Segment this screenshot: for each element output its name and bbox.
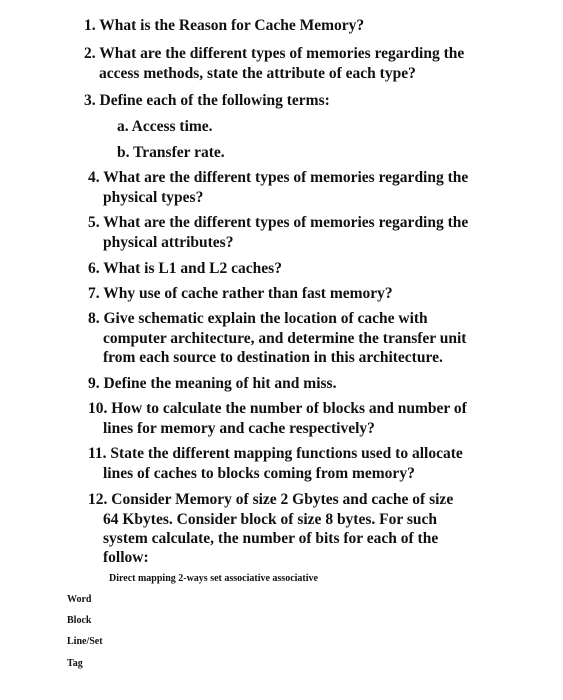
table-row-label: Tag: [67, 658, 83, 669]
question-5: [88, 213, 468, 232]
question-3a: [117, 117, 213, 136]
question-10-cont: [103, 419, 375, 438]
question-number: 3.: [84, 92, 96, 109]
question-text: What are the different types of memories regarding the: [103, 214, 469, 231]
question-number: 1.: [84, 17, 96, 34]
question-8-cont: [103, 329, 466, 348]
question-number: 10.: [88, 400, 108, 417]
question-number: 8.: [88, 310, 100, 327]
table-row-label: Line/Set: [67, 636, 103, 647]
question-text: lines for memory and cache respectively?: [103, 420, 375, 437]
question-text: What is the Reason for Cache Memory?: [99, 17, 365, 34]
question-number: 4.: [88, 169, 100, 186]
question-text: physical types?: [103, 189, 204, 206]
question-number: a.: [117, 118, 129, 135]
question-6: [88, 259, 282, 278]
question-text: State the different mapping functions used to allocate: [110, 445, 463, 462]
question-text: from each source to destination in this architecture.: [103, 349, 443, 366]
question-11-cont: [103, 464, 415, 483]
question-12: [88, 490, 453, 509]
question-12-cont: [103, 529, 438, 548]
question-number: 7.: [88, 285, 100, 302]
question-text: What are the different types of memories regarding the: [103, 169, 469, 186]
question-text: Define each of the following terms:: [99, 92, 330, 109]
question-8: [88, 309, 428, 328]
question-1: [84, 16, 364, 35]
question-number: 2.: [84, 45, 96, 62]
question-3b: [117, 143, 225, 162]
table-row-label: Word: [67, 594, 92, 605]
question-text: lines of caches to blocks coming from memory?: [103, 465, 415, 482]
question-text: computer architecture, and determine the transfer unit: [103, 330, 467, 347]
question-text: Why use of cache rather than fast memory?: [103, 285, 393, 302]
question-12-cont: [103, 510, 437, 529]
table-row-label: Block: [67, 615, 92, 626]
question-11: [88, 444, 463, 463]
question-7: [88, 284, 393, 303]
question-text: system calculate, the number of bits for each of the: [103, 530, 439, 547]
question-number: 9.: [88, 375, 100, 392]
question-8-cont: [103, 348, 443, 367]
question-text: Consider Memory of size 2 Gbytes and cache of size: [111, 491, 454, 508]
question-number: 12.: [88, 491, 108, 508]
question-text: How to calculate the number of blocks and number of: [111, 400, 467, 417]
question-number: 5.: [88, 214, 100, 231]
question-text: physical attributes?: [103, 234, 234, 251]
table-header: Direct mapping 2-ways set associative associative: [109, 573, 318, 584]
question-text: follow:: [103, 549, 149, 566]
question-4-cont: [103, 188, 203, 207]
question-3: [84, 91, 330, 110]
question-text: What are the different types of memories regarding the: [99, 45, 465, 62]
question-text: Give schematic explain the location of cache with: [103, 310, 428, 327]
question-text: 64 Kbytes. Consider block of size 8 bytes. For such: [103, 511, 437, 528]
question-5-cont: [103, 233, 233, 252]
question-2: [84, 44, 464, 63]
question-text: Access time.: [131, 118, 213, 135]
question-text: What is L1 and L2 caches?: [103, 260, 282, 277]
question-12-cont: [103, 548, 149, 567]
question-text: access methods, state the attribute of each type?: [99, 65, 416, 82]
question-4: [88, 168, 468, 187]
question-9: [88, 374, 336, 393]
question-number: 6.: [88, 260, 100, 277]
question-number: 11.: [88, 445, 107, 462]
question-number: b.: [117, 144, 130, 161]
question-text: Define the meaning of hit and miss.: [103, 375, 337, 392]
question-2-cont: [99, 64, 416, 83]
question-10: [88, 399, 467, 418]
question-text: Transfer rate.: [133, 144, 225, 161]
